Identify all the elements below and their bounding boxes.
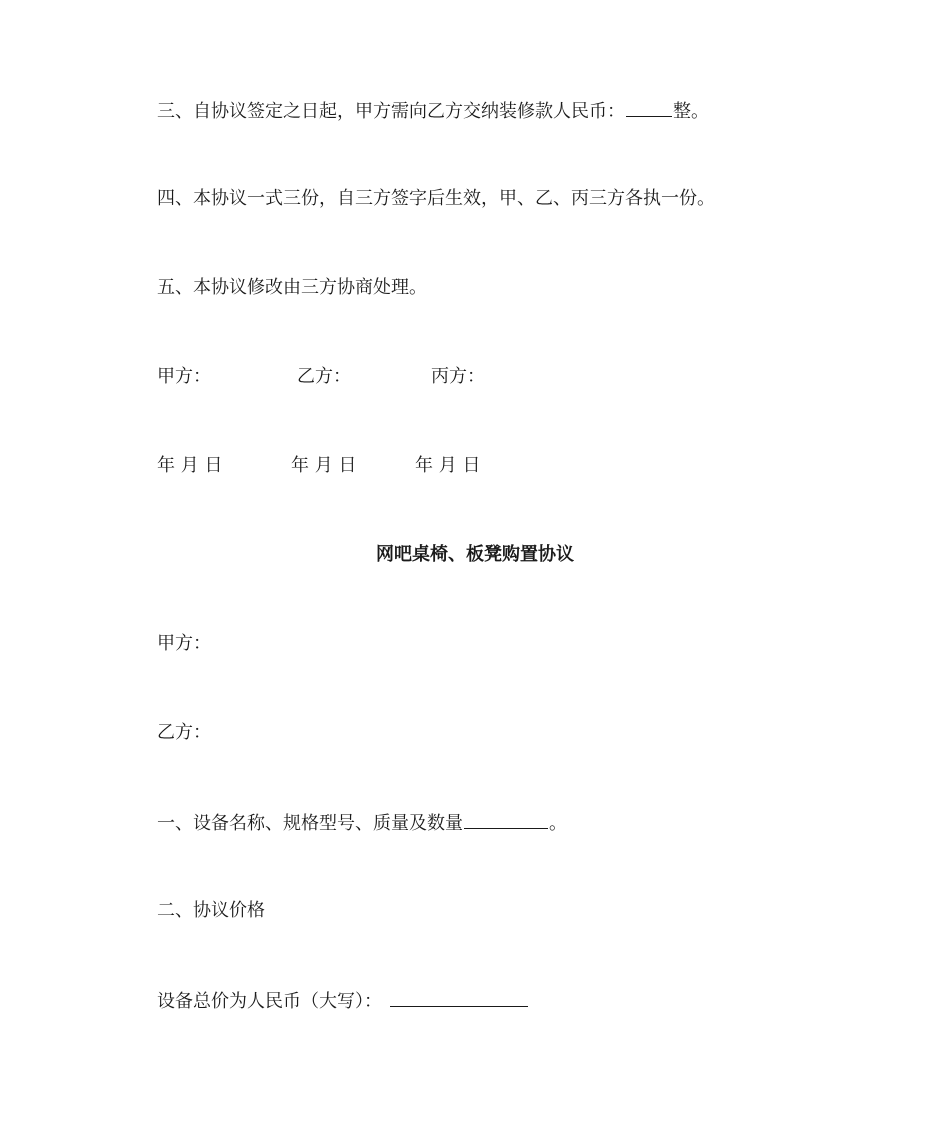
clause-3 [157,98,709,124]
clause-5: 五、本协议修改由三方协商处理。 [157,277,427,298]
agreement2-party-a: 甲方： [157,633,211,654]
agreement-title: 网吧桌椅、板凳购置协议 [376,544,574,565]
signature-party-b: 乙方： [297,366,351,387]
item-1-text: 一、设备名称、规格型号、质量及数量 [157,813,463,834]
signature-party-a: 甲方： [157,366,211,387]
date-party-a: 年 月 日 [157,455,223,476]
clause-4: 四、本协议一式三份，自三方签字后生效，甲、乙、丙三方各执一份。 [157,188,715,209]
payment-amount-blank [626,98,672,117]
clause-3-text: 三、自协议签定之日起，甲方需向乙方交纳装修款人民币： [157,101,625,122]
item-1 [157,810,567,836]
total-price [157,988,529,1014]
equipment-details-blank [464,810,548,829]
item-1-suffix: 。 [549,813,567,834]
date-party-b: 年 月 日 [291,455,357,476]
date-party-c: 年 月 日 [415,455,481,476]
agreement2-party-b: 乙方： [157,722,211,743]
item-2: 二、协议价格 [157,900,265,921]
total-price-blank [390,988,528,1007]
clause-3-suffix: 整。 [673,101,709,122]
signature-party-c: 丙方： [431,366,485,387]
total-price-text: 设备总价为人民币（大写）： [157,991,382,1012]
